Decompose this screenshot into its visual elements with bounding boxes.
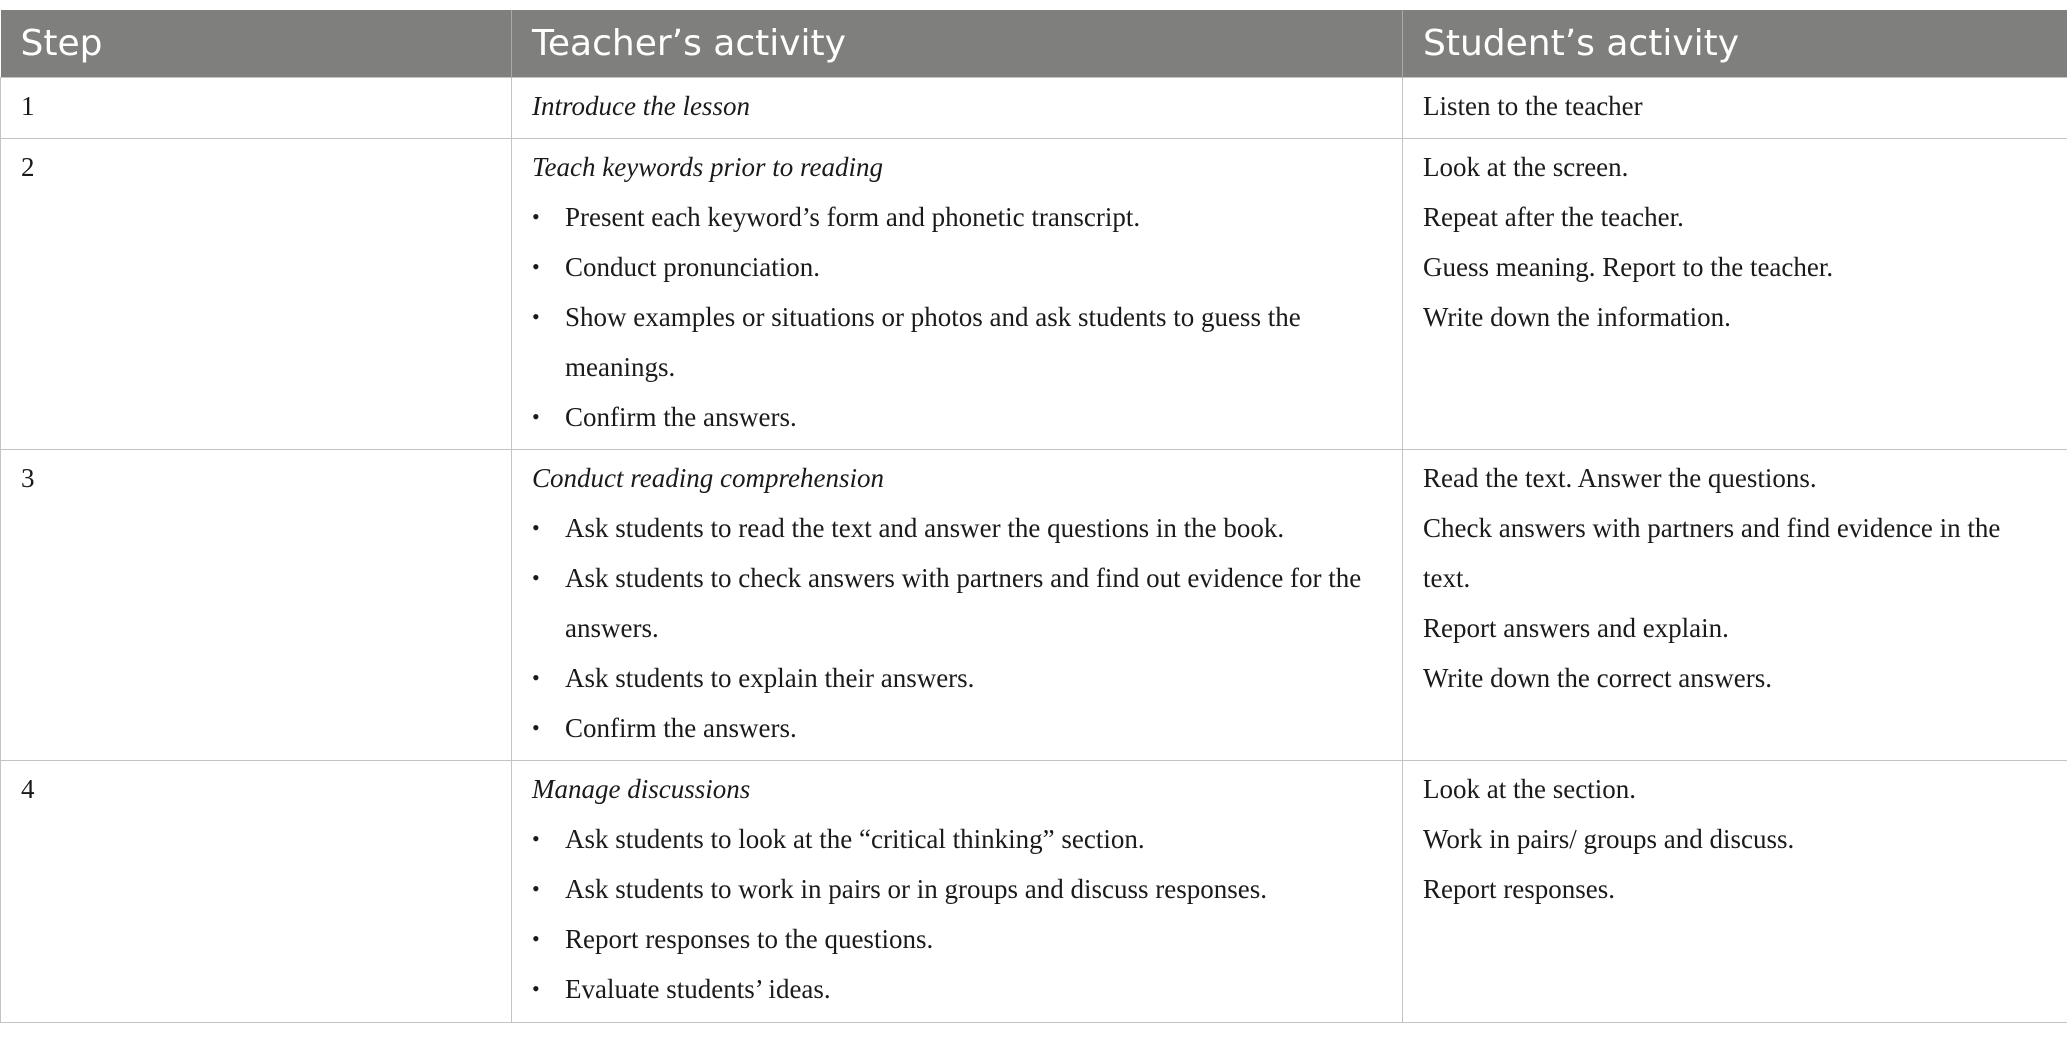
bullet-icon: • [532, 564, 540, 590]
bullet-icon: • [532, 203, 540, 229]
student-activity-line: Report responses. [1423, 873, 1615, 904]
header-row [1, 10, 2067, 77]
list-item [532, 814, 1382, 864]
step-number: 3 [21, 462, 35, 493]
list-item-text: Evaluate students’ ideas. [565, 973, 831, 1004]
header-teacher-activity: Teacher’s activity [512, 10, 1403, 77]
list-item-text: Ask students to work in pairs or in groups and discuss responses. [565, 873, 1267, 904]
student-activity-line: Repeat after the teacher. [1423, 201, 1684, 232]
student-activity-line: Listen to the teacher [1423, 90, 1643, 121]
list-item [532, 503, 1382, 553]
student-activity-line: Read the text. Answer the questions. [1423, 462, 1817, 493]
table-row [1, 449, 2067, 760]
list-item [532, 242, 1382, 292]
list-item-text: Conduct pronunciation. [565, 251, 820, 282]
table-header [1, 10, 2067, 77]
table-row [1, 77, 2067, 138]
list-item-text: Report responses to the questions. [565, 923, 934, 954]
header-step: Step [1, 10, 512, 77]
list-item-text: Ask students to check answers with partners and find out evidence for the answers. [565, 562, 1362, 643]
bullet-icon: • [532, 253, 540, 279]
teacher-activity-cell [512, 449, 1403, 760]
teacher-activity-list [532, 192, 1382, 442]
step-cell [1, 138, 512, 449]
list-item [532, 653, 1382, 703]
bullet-icon: • [532, 925, 540, 951]
student-activity-cell [1403, 77, 2067, 138]
step-cell [1, 77, 512, 138]
list-item [532, 192, 1382, 242]
student-activity-line: Check answers with partners and find evidence in the text. [1423, 512, 2001, 593]
step-number: 2 [21, 151, 35, 182]
student-activity-cell [1403, 138, 2067, 449]
student-activity-line: Look at the screen. [1423, 151, 1629, 182]
list-item-text: Ask students to explain their answers. [565, 662, 975, 693]
bullet-icon: • [532, 664, 540, 690]
list-item-text: Ask students to read the text and answer the questions in the book. [565, 512, 1285, 543]
step-cell [1, 449, 512, 760]
student-activity-line: Look at the section. [1423, 773, 1636, 804]
student-activity-line: Work in pairs/ groups and discuss. [1423, 823, 1795, 854]
bullet-icon: • [532, 303, 540, 329]
list-item [532, 292, 1382, 392]
step-number: 4 [21, 773, 35, 804]
student-activity-line: Report answers and explain. [1423, 612, 1729, 643]
teacher-activity-cell [512, 760, 1403, 1022]
table-row [1, 138, 2067, 449]
list-item [532, 703, 1382, 753]
list-item-text: Show examples or situations or photos and ask students to guess the meanings. [565, 301, 1301, 382]
lesson-steps-table [0, 10, 2067, 1023]
teacher-activity-heading: Teach keywords prior to reading [532, 151, 883, 182]
list-item-text: Confirm the answers. [565, 401, 797, 432]
list-item-text: Present each keyword’s form and phonetic transcript. [565, 201, 1141, 232]
teacher-activity-cell [512, 138, 1403, 449]
student-activity-line: Write down the correct answers. [1423, 662, 1773, 693]
teacher-activity-heading: Introduce the lesson [532, 90, 750, 121]
bullet-icon: • [532, 975, 540, 1001]
bullet-icon: • [532, 875, 540, 901]
table-body [1, 77, 2067, 1022]
teacher-activity-cell [512, 77, 1403, 138]
list-item [532, 553, 1382, 653]
list-item [532, 864, 1382, 914]
student-activity-line: Write down the information. [1423, 301, 1731, 332]
student-activity-cell [1403, 449, 2067, 760]
bullet-icon: • [532, 403, 540, 429]
teacher-activity-heading: Manage discussions [532, 773, 751, 804]
bullet-icon: • [532, 714, 540, 740]
table-row [1, 760, 2067, 1022]
lesson-table-container [0, 10, 2067, 1023]
header-student-activity: Student’s activity [1403, 10, 2067, 77]
bullet-icon: • [532, 825, 540, 851]
teacher-activity-heading: Conduct reading comprehension [532, 462, 884, 493]
student-activity-line: Guess meaning. Report to the teacher. [1423, 251, 1834, 282]
teacher-activity-list [532, 503, 1382, 753]
list-item-text: Confirm the answers. [565, 712, 797, 743]
list-item [532, 964, 1382, 1014]
step-cell [1, 760, 512, 1022]
list-item [532, 914, 1382, 964]
student-activity-cell [1403, 760, 2067, 1022]
teacher-activity-list [532, 814, 1382, 1014]
step-number: 1 [21, 90, 35, 121]
list-item [532, 392, 1382, 442]
bullet-icon: • [532, 514, 540, 540]
list-item-text: Ask students to look at the “critical thinking” section. [565, 823, 1145, 854]
